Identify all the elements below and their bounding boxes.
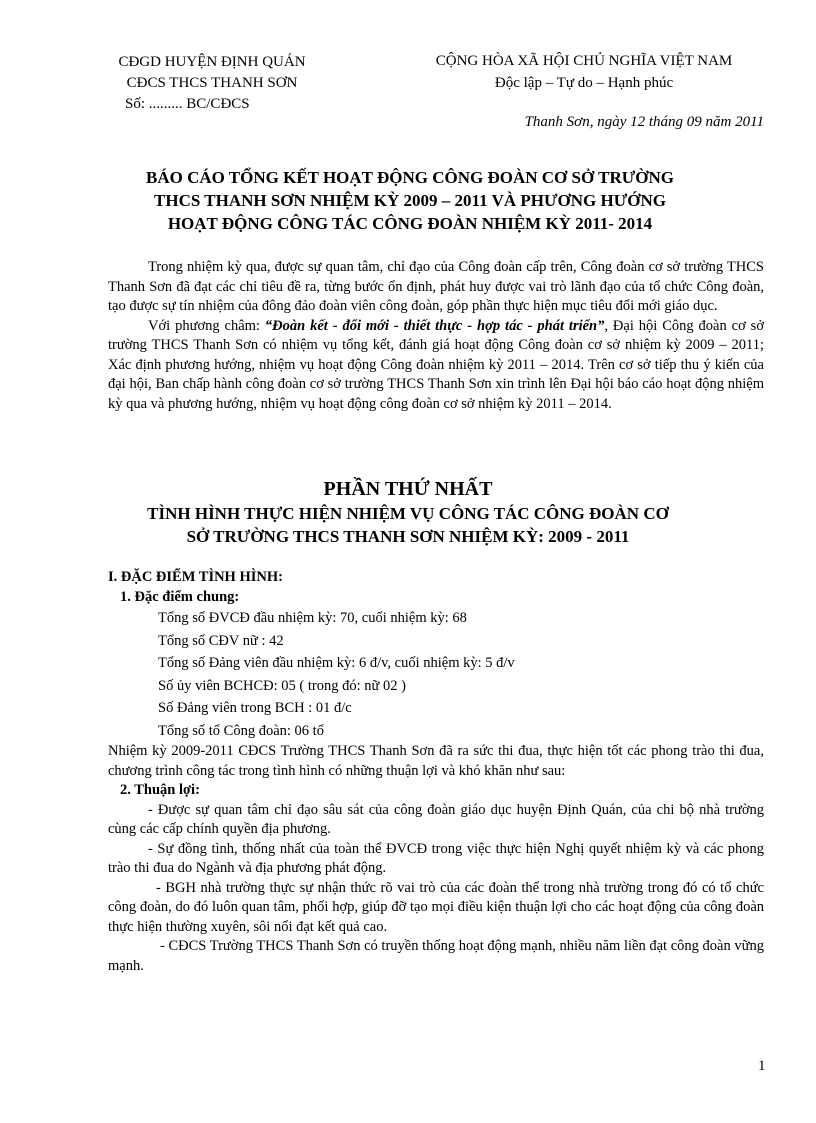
section-1-summary: Nhiệm kỳ 2009-2011 CĐCS Trường THCS Thanh Sơn đã ra sức thi đua, thực hiện tốt các phong trào thi đua, chương trình công tác trong tình hình có những thuận lợi và khó khăn như sau: [108,743,764,779]
intro-paragraph-2-prefix: Với phương châm: [148,317,265,334]
intro-section [108,258,764,414]
stat-line: Số ủy viên BCHCĐ: 05 ( trong đó: nữ 02 ) [158,677,406,694]
report-title-line2: THCS THANH SƠN NHIỆM KỲ 2009 – 2011 VÀ PHƯƠNG HƯỚNG [154,191,666,210]
stat-line: Tổng số ĐVCĐ đầu nhiệm kỳ: 70, cuối nhiệm kỳ: 68 [158,610,467,626]
national-motto: Độc lập – Tự do – Hạnh phúc [494,75,674,91]
national-motto-block [398,50,770,94]
subsection-advantages-heading: 2. Thuận lợi: [120,782,200,798]
report-title-line3: HOẠT ĐỘNG CÔNG TÁC CÔNG ĐOÀN NHIỆM KỲ 2011- 2014 [167,214,653,233]
intro-paragraph-2 [108,317,764,415]
report-title-line1: BÁO CÁO TỔNG KẾT HOẠT ĐỘNG CÔNG ĐOÀN CƠ SỞ TRƯỜNG [145,168,674,187]
advantage-item: - BGH nhà trường thực sự nhận thức rõ vai trò của các đoàn thể trong nhà trường trong đó có tổ chức công đoàn, do đó luôn quan tâm, phối hợp, giúp đỡ tạo mọi điều kiện thuận lợi cho các hoạt động của công đoàn thực hiện thường xuyên, sôi nổi đạt kết quả cao. [108,879,764,935]
document-date: Thanh Sơn, ngày 12 tháng 09 năm 2011 [524,114,764,130]
issuer-parent-org: CĐGD HUYỆN ĐỊNH QUÁN [118,54,306,70]
intro-paragraph-1: Trong nhiệm kỳ qua, được sự quan tâm, chỉ đạo của Công đoàn cấp trên, Công đoàn cơ sở trường THCS Thanh Sơn đã đạt các chỉ tiêu đề ra, từng bước ổn định, phát huy được vai trò lãnh đạo của tổ chức Công đoàn, tạo được sự tín nhiệm của đông đảo đoàn viên công đoàn, góp phần thực hiện mục tiêu đổi mới giáo dục. [108,259,764,314]
union-motto: “Đoàn kết - đổi mới - thiết thực - hợp tác - phát triển” [264,317,605,334]
section-1-heading: I. ĐẶC ĐIỂM TÌNH HÌNH: [108,569,283,585]
subsection-general-heading: 1. Đặc điểm chung: [120,588,240,605]
part1-heading: PHẦN THỨ NHẤT [323,478,493,500]
advantage-item: - CĐCS Trường THCS Thanh Sơn có truyền thống hoạt động mạnh, nhiều năm liền đạt công đoàn vững mạnh. [108,938,764,974]
part1-subtitle-line1: TÌNH HÌNH THỰC HIỆN NHIỆM VỤ CÔNG TÁC CÔNG ĐOÀN CƠ [147,504,669,523]
part1-title [80,476,736,548]
advantage-item: - Sự đồng tình, thống nhất của toàn thể ĐVCĐ trong việc thực hiện Nghị quyết nhiệm kỳ và các phong trào thi đua do Ngành và địa phương phát động. [108,840,764,876]
page-number: 1 [758,1058,766,1074]
part1-subtitle-line2: SỞ TRƯỜNG THCS THANH SƠN NHIỆM KỲ: 2009 - 2011 [186,527,630,546]
report-title [110,166,710,235]
advantage-item: - Được sự quan tâm chỉ đạo sâu sát của công đoàn giáo dục huyện Định Quán, của chi bộ nhà trường cùng các cấp chính quyền địa phương. [108,801,764,837]
stat-line: Tổng số CĐV nữ : 42 [158,632,284,649]
issuer-org: CĐCS THCS THANH SƠN [126,75,298,91]
stat-line: Tổng số Đảng viên đầu nhiệm kỳ: 6 đ/v, cuối nhiệm kỳ: 5 đ/v [158,655,515,671]
issuer-block [92,52,332,115]
stat-line: Số Đảng viên trong BCH : 01 đ/c [158,700,352,716]
intro-paragraph-2-rest: , Đại hội Công đoàn cơ sở trường THCS Thanh Sơn có nhiệm vụ tổng kết, đánh giá hoạt động Công đoàn cơ sở nhiệm kỳ 2009 – 2011; Xác định phương hướng, nhiệm vụ hoạt động Công đoàn nhiệm kỳ 2011 – 2014. Trên cơ sở tiếp thu ý kiến của đại hội, Ban chấp hành công đoàn cơ sở trường THCS Thanh Sơn xin trình lên Đại hội báo cáo hoạt động nhiệm kỳ qua và phương hướng, nhiệm vụ hoạt động công đoàn cơ sở nhiệm kỳ 2011 – 2014. [108,317,764,412]
national-title: CỘNG HÒA XÃ HỘI CHỦ NGHĨA VIỆT NAM [435,53,733,69]
document-number: Số: ......... BC/CĐCS [125,96,250,112]
stat-line: Tổng số tổ Công đoàn: 06 tổ [158,722,324,739]
section-1 [108,568,764,976]
